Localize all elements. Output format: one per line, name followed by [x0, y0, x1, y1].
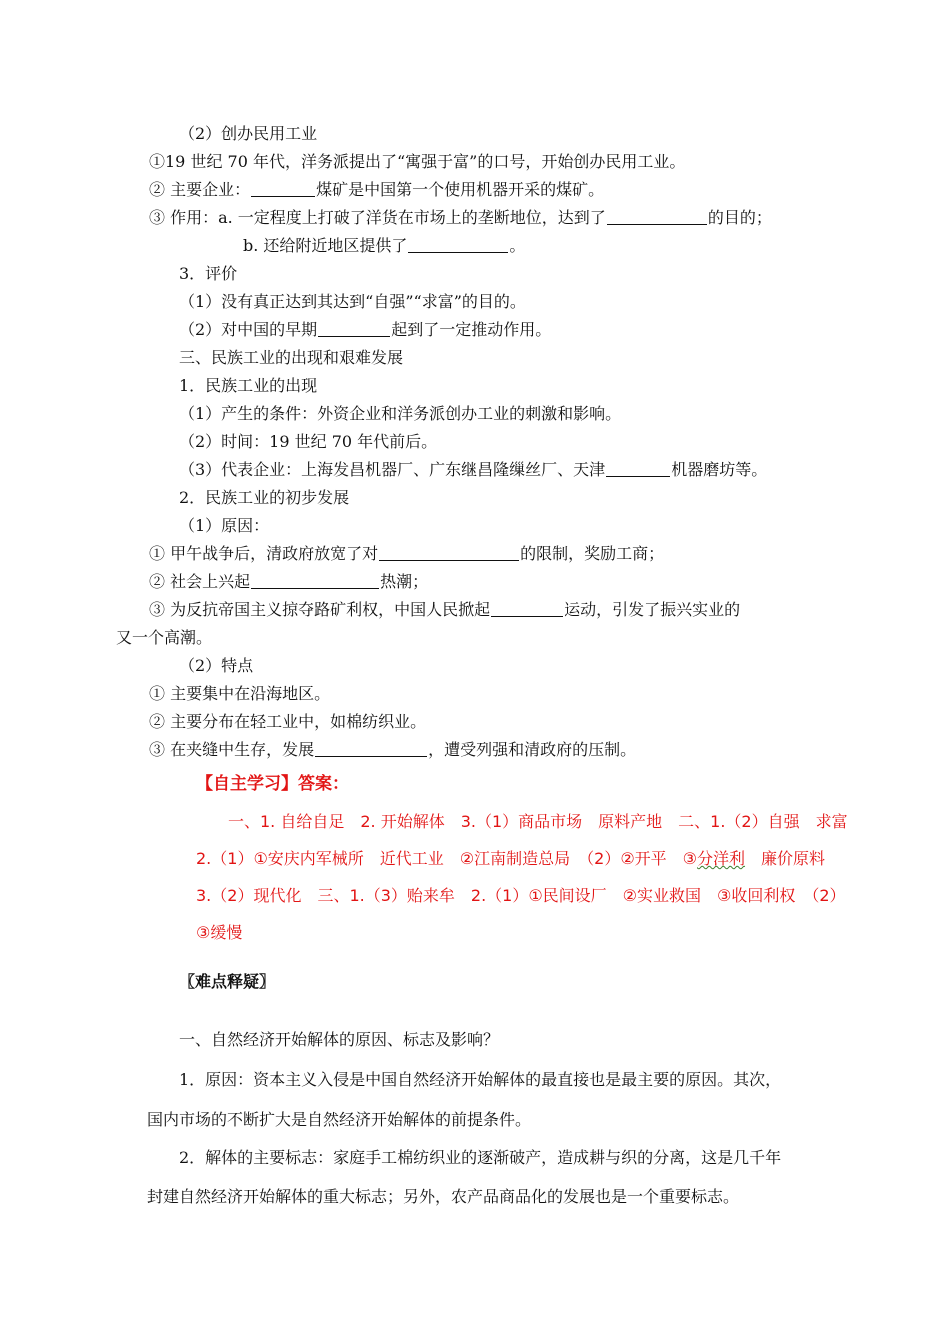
- line-eval-1: （1）没有真正达到其达到“自强”“求富”的目的。: [179, 292, 526, 311]
- line-reasons: （1）原因：: [179, 516, 270, 535]
- paragraph-2b: 封建自然经济开始解体的重大标志；另外，农产品商品化的发展也是一个重要标志。: [147, 1187, 740, 1206]
- line-eval-2: （2）对中国的早期 起到了一定推动作用。: [179, 320, 552, 339]
- answer-line-1: 一、1. 自给自足 2. 开始解体 3.（1）商品市场 原料产地 二、1.（2）自强 求富: [228, 812, 848, 831]
- line-reason-1: ① 甲午战争后，清政府放宽了对 的限制，奖励工商；: [149, 544, 665, 563]
- line-feature-3: ③ 在夹缝中生存，发展 ，遭受列强和清政府的压制。: [149, 740, 637, 759]
- blank: [315, 740, 427, 757]
- line-reason-3: ③ 为反抗帝国主义掠夺路矿利权，中国人民掀起 运动，引发了振兴实业的: [149, 600, 741, 619]
- answers-title: 【自主学习】答案：: [196, 774, 349, 794]
- line-slogan: ①19 世纪 70 年代，洋务派提出了“寓强于富”的口号，开始创办民用工业。: [149, 152, 686, 171]
- blank: [318, 320, 390, 337]
- section-title: 〖难点释疑〗: [179, 972, 276, 991]
- line-reason-3-cont: 又一个高潮。: [116, 628, 213, 647]
- line-feature-1: ① 主要集中在沿海地区。: [149, 684, 331, 703]
- answer-line-3: 3.（2）现代化 三、1.（3）贻来牟 2.（1）①民间设厂 ②实业救国 ③收回利权 （2）: [196, 886, 846, 905]
- line-effect-b: b. 还给附近地区提供了 。: [243, 236, 526, 255]
- line-section-three: 三、民族工业的出现和艰难发展: [179, 348, 404, 367]
- line-representative: （3）代表企业：上海发昌机器厂、广东继昌隆缫丝厂、天津 机器磨坊等。: [179, 460, 768, 479]
- paragraph-2a: 2．解体的主要标志：家庭手工棉纺织业的逐渐破产，造成耕与织的分离，这是几千年: [179, 1148, 782, 1167]
- blank: [408, 236, 508, 253]
- blank: [251, 572, 379, 589]
- blank: [491, 600, 563, 617]
- blank: [251, 180, 315, 197]
- line-civil-industry: （2）创办民用工业: [179, 124, 318, 143]
- line-evaluation: 3．评价: [179, 264, 238, 283]
- paragraph-1b: 国内市场的不断扩大是自然经济开始解体的前提条件。: [147, 1110, 532, 1129]
- line-main-enterprise: ② 主要企业： 煤矿是中国第一个使用机器开采的煤矿。: [149, 180, 605, 199]
- blank: [607, 208, 707, 225]
- answer-line-4: ③缓慢: [196, 923, 243, 942]
- line-emergence: 1．民族工业的出现: [179, 376, 318, 395]
- spellcheck-mark: 分洋利: [697, 849, 746, 868]
- paragraph-1a: 1．原因：资本主义入侵是中国自然经济开始解体的最直接也是最主要的原因。其次，: [179, 1070, 782, 1089]
- line-conditions: （1）产生的条件：外资企业和洋务派创办工业的刺激和影响。: [179, 404, 622, 423]
- answer-line-2: 2.（1）①安庆内军械所 近代工业 ②江南制造总局 （2）②开平 ③分洋利 廉价原料: [196, 849, 826, 868]
- blank: [606, 460, 670, 477]
- question-1: 一、自然经济开始解体的原因、标志及影响？: [179, 1030, 500, 1049]
- line-reason-2: ② 社会上兴起 热潮；: [149, 572, 429, 591]
- blank: [379, 544, 519, 561]
- line-time: （2）时间：19 世纪 70 年代前后。: [179, 432, 438, 451]
- line-effect-a: ③ 作用：a. 一定程度上打破了洋货在市场上的垄断地位，达到了 的目的；: [149, 208, 772, 227]
- line-features: （2）特点: [179, 656, 254, 675]
- line-initial-development: 2．民族工业的初步发展: [179, 488, 350, 507]
- line-feature-2: ② 主要分布在轻工业中，如棉纺织业。: [149, 712, 427, 731]
